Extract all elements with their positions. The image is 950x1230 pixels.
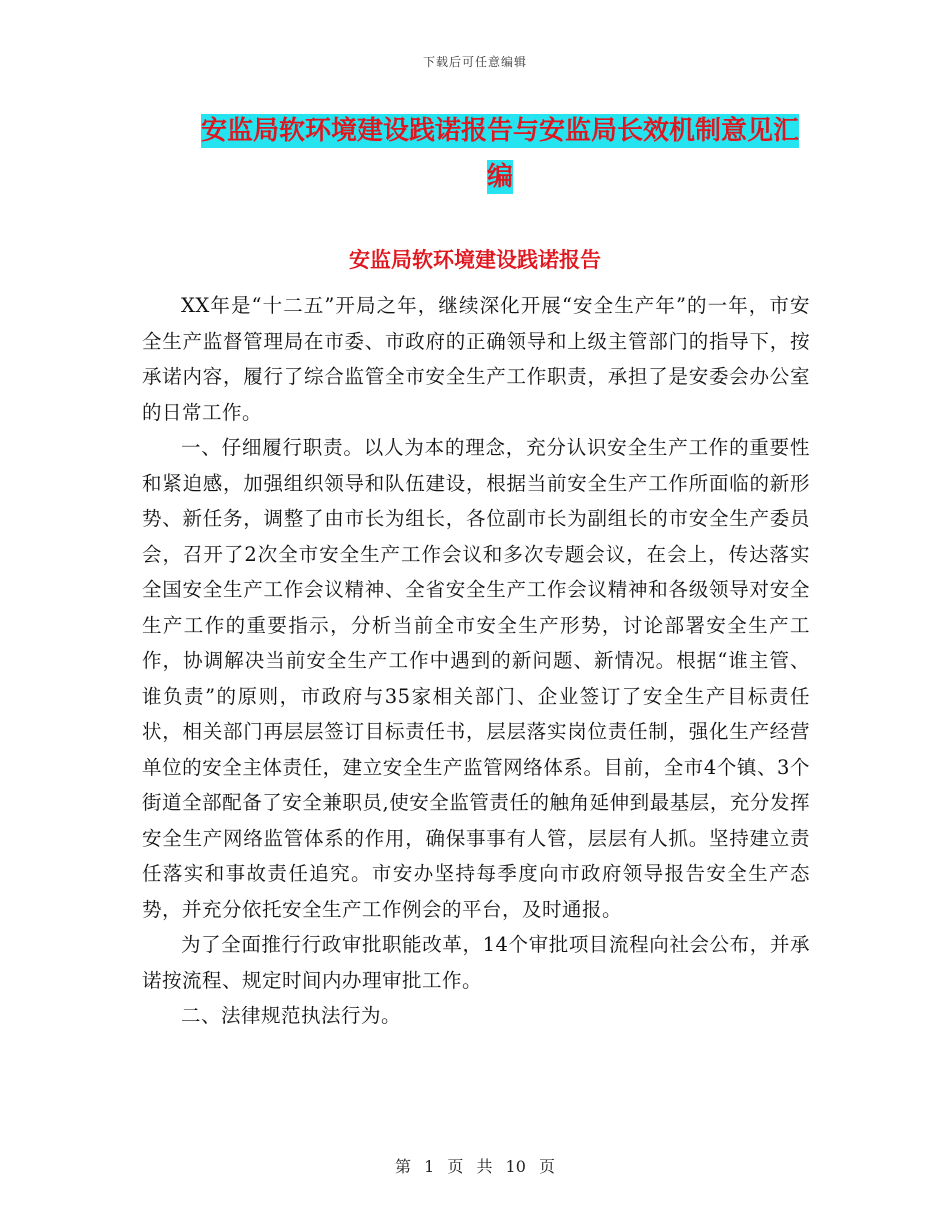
section-title: 安监局软环境建设践诺报告 bbox=[349, 248, 601, 272]
body-text bbox=[142, 288, 810, 1034]
document-title bbox=[190, 108, 810, 200]
paragraph-4: 二、法律规范执法行为。 bbox=[181, 1004, 402, 1027]
header-note: 下载后可任意编辑 bbox=[422, 55, 527, 69]
document-title-text: 安监局软环境建设践诺报告与安监局长效机制意见汇编 bbox=[200, 116, 799, 192]
paragraph-3: 为了全面推行行政审批职能改革，14个审批项目流程向社会公布，并承诺按流程、规定时间内办理审批工作。 bbox=[142, 933, 810, 992]
paragraph-1: XX年是“十二五”开局之年，继续深化开展“安全生产年”的一年，市安全生产监督管理局在市委、市政府的正确领导和上级主管部门的指导下，按承诺内容，履行了综合监管全市安全生产工作职责，承担了是安委会办公室的日常工作。 bbox=[142, 294, 810, 424]
page-footer: 第 1 页 共 10 页 bbox=[395, 1157, 555, 1176]
paragraph-2: 一、仔细履行职责。以人为本的理念，充分认识安全生产工作的重要性和紧迫感，加强组织领导和队伍建设，根据当前安全生产工作所面临的新形势、新任务，调整了由市长为组长，各位副市长为副组长的市安全生产委员会，召开了2次全市安全生产工作会议和多次专题会议，在会上，传达落实全国安全生产工作会议精神、全省安全生产工作会议精神和各级领导对安全生产工作的重要指示，分析当前全市安全生产形势，讨论部署安全生产工作，协调解决当前安全生产工作中遇到的新问题、新情况。根据“谁主管、谁负责”的原则，市政府与35家相关部门、企业签订了安全生产目标责任状，相关部门再层层签订目标责任书，层层落实岗位责任制，强化生产经营单位的安全主体责任，建立安全生产监管网络体系。目前，全市4个镇、3个街道全部配备了安全兼职员,使安全监管责任的触角延伸到最基层，充分发挥安全生产网络监管体系的作用，确保事事有人管，层层有人抓。坚持建立责任落实和事故责任追究。市安办坚持每季度向市政府领导报告安全生产态势，并充分依托安全生产工作例会的平台，及时通报。 bbox=[142, 436, 810, 921]
